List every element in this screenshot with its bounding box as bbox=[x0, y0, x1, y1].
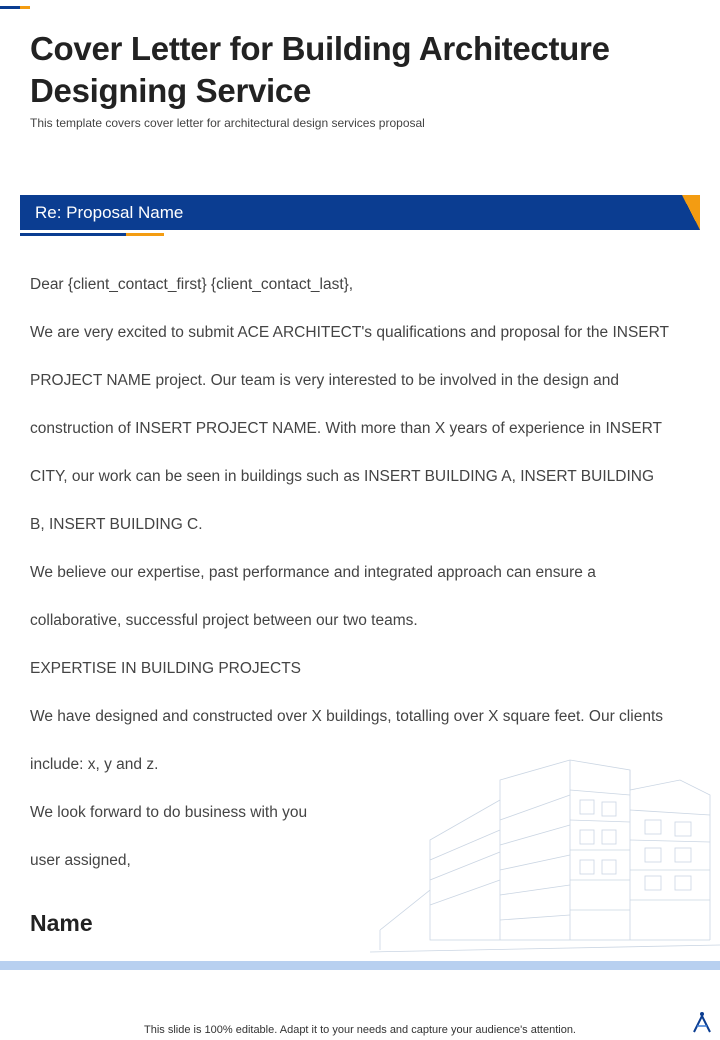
letter-signoff: user assigned, bbox=[30, 852, 131, 869]
footer-note: This slide is 100% editable. Adapt it to your needs and capture your audience's attention. bbox=[144, 1024, 576, 1036]
letter-line: PROJECT NAME project. Our team is very interested to be involved in the design and bbox=[30, 372, 619, 389]
underline-orange bbox=[126, 233, 164, 236]
proposal-name-label: Re: Proposal Name bbox=[35, 203, 184, 222]
architect-compass-icon bbox=[690, 1010, 714, 1034]
letter-line: We have designed and constructed over X buildings, totalling over X square feet. Our clients bbox=[30, 708, 663, 725]
top-accent-blue bbox=[0, 6, 20, 9]
page-subtitle: This template covers cover letter for architectural design services proposal bbox=[30, 116, 425, 130]
letter-line: CITY, our work can be seen in buildings such as INSERT BUILDING A, INSERT BUILDING bbox=[30, 468, 654, 485]
underline-blue bbox=[20, 233, 126, 236]
banner-corner-accent bbox=[682, 195, 700, 230]
letter-line: construction of INSERT PROJECT NAME. With more than X years of experience in INSERT bbox=[30, 420, 663, 437]
letter-line: B, INSERT BUILDING C. bbox=[30, 516, 203, 533]
letter-line: include: x, y and z. bbox=[30, 756, 159, 773]
letter-heading: EXPERTISE IN BUILDING PROJECTS bbox=[30, 660, 302, 677]
top-accent-bar bbox=[0, 6, 30, 9]
signature-name: Name bbox=[30, 910, 93, 936]
letter-closing: We look forward to do business with you bbox=[30, 804, 308, 821]
banner-underline bbox=[20, 233, 164, 236]
letter-greeting: Dear {client_contact_first} {client_contact_last}, bbox=[30, 276, 354, 293]
building-sketch-illustration bbox=[370, 740, 720, 965]
top-accent-orange bbox=[20, 6, 30, 9]
letter-line: We believe our expertise, past performance and integrated approach can ensure a bbox=[30, 564, 596, 581]
letter-line: collaborative, successful project between our two teams. bbox=[30, 612, 418, 629]
proposal-banner bbox=[20, 195, 700, 230]
page-title: Cover Letter for Building Architecture Designing Service bbox=[30, 30, 610, 109]
footer-band bbox=[0, 961, 720, 970]
letter-line: We are very excited to submit ACE ARCHITECT's qualifications and proposal for the INSERT bbox=[30, 324, 670, 341]
